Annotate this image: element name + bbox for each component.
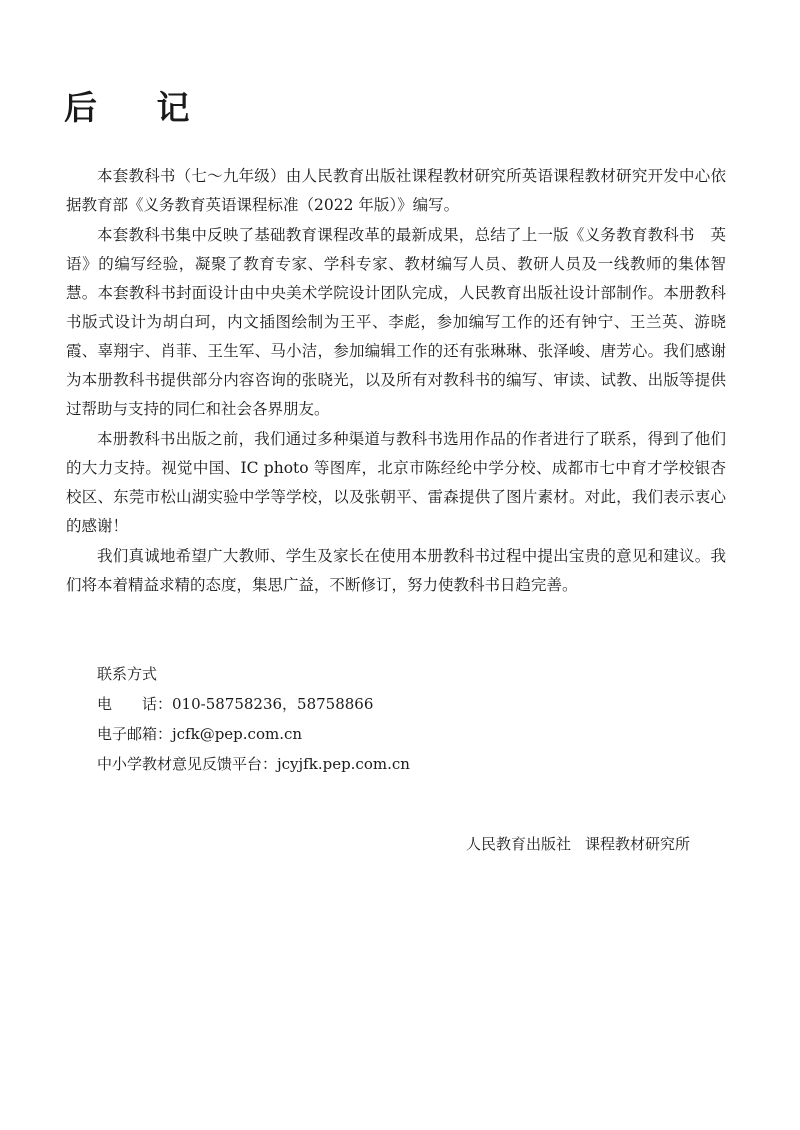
publisher-signature — [466, 830, 690, 858]
publisher-institute: 课程教材研究所 — [584, 835, 690, 853]
contact-info — [97, 659, 697, 779]
page-title: 后 记 — [64, 88, 214, 127]
afterword-body — [66, 162, 726, 601]
contact-heading: 联系方式 — [97, 665, 158, 683]
contact-feedback-platform: 中小学教材意见反馈平台：jcyjfk.pep.com.cn — [97, 755, 410, 773]
paragraph-1: 本套教科书（七～九年级）由人民教育出版社课程教材研究所英语课程教材研究开发中心依据教育部《义务教育英语课程标准（2022 年版）》编写。 — [66, 167, 726, 214]
contact-email: 电子邮箱：jcfk@pep.com.cn — [97, 725, 303, 743]
paragraph-3: 本册教科书出版之前，我们通过多种渠道与教科书选用作品的作者进行了联系，得到了他们的大力支持。视觉中国、IC photo 等图库，北京市陈经纶中学分校、成都市七中育才学校银杏校区、东莞市松山湖实验中学等学校，以及张朝平、雷森提供了图片素材。对此，我们表示衷心的感谢！ — [66, 430, 726, 535]
publisher-name: 人民教育出版社 — [465, 835, 571, 853]
contact-phone: 电 话：010-58758236，58758866 — [97, 695, 374, 713]
paragraph-4: 我们真诚地希望广大教师、学生及家长在使用本册教科书过程中提出宝贵的意见和建议。我们将本着精益求精的态度，集思广益，不断修订，努力使教科书日趋完善。 — [66, 547, 726, 594]
paragraph-2: 本套教科书集中反映了基础教育课程改革的最新成果，总结了上一版《义务教育教科书 英语》的编写经验，凝聚了教育专家、学科专家、教材编写人员、教研人员及一线教师的集体智慧。本套教科书封面设计由中央美术学院设计团队完成，人民教育出版社设计部制作。本册教科书版式设计为胡白珂，内文插图绘制为王平、李彪，参加编写工作的还有钟宁、王兰英、游晓霞、辜翔宇、肖菲、王生军、马小洁，参加编辑工作的还有张琳琳、张泽峻、唐芳心。我们感谢为本册教科书提供部分内容咨询的张晓光，以及所有对教科书的编写、审读、试教、出版等提供过帮助与支持的同仁和社会各界朋友。 — [66, 226, 726, 418]
